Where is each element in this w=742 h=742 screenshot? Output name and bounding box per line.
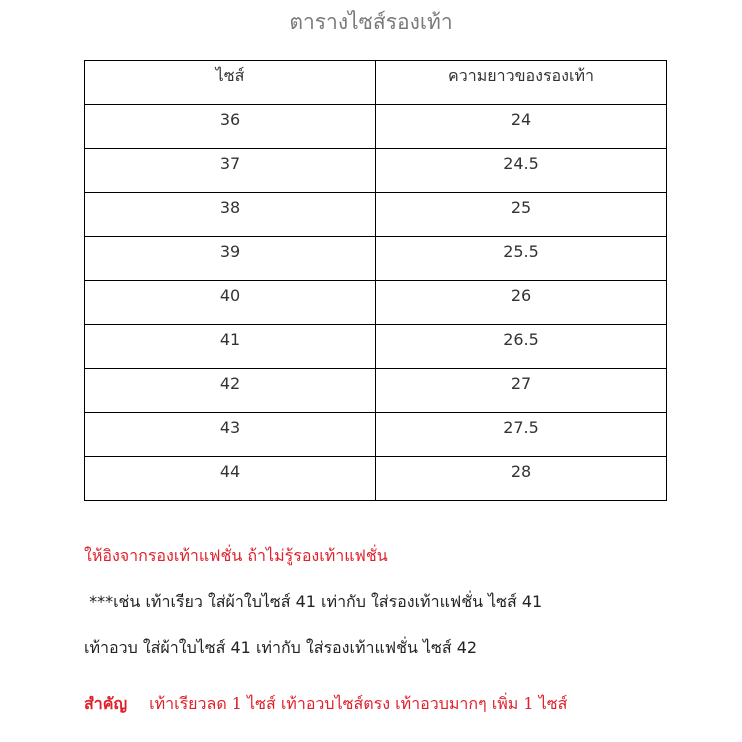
size-cell: 42 xyxy=(85,369,376,413)
size-cell: 37 xyxy=(85,149,376,193)
page-title: ตารางไซส์รองเท้า xyxy=(289,10,453,34)
table-row xyxy=(85,193,667,237)
length-cell: 25.5 xyxy=(376,237,667,281)
size-table xyxy=(84,60,667,501)
table-row xyxy=(85,281,667,325)
note-wide-feet-example: เท้าอวบ ใส่ผ้าใบไซส์ 41 เท่ากับ ใส่รองเท้าแฟชั่น ไซส์ 42 xyxy=(84,638,478,657)
table-row xyxy=(85,237,667,281)
important-note xyxy=(84,692,567,716)
length-cell: 26.5 xyxy=(376,325,667,369)
table-row xyxy=(85,105,667,149)
length-cell: 24.5 xyxy=(376,149,667,193)
header-length: ความยาวของรองเท้า xyxy=(376,61,667,105)
header-size: ไซส์ xyxy=(85,61,376,105)
size-cell: 43 xyxy=(85,413,376,457)
size-cell: 40 xyxy=(85,281,376,325)
important-text: เท้าเรียวลด 1 ไซส์ เท้าอวบไซส์ตรง เท้าอวบมากๆ เพิ่ม 1 ไซส์ xyxy=(149,694,568,713)
size-cell: 36 xyxy=(85,105,376,149)
table-header-row xyxy=(85,61,667,105)
length-cell: 27 xyxy=(376,369,667,413)
size-cell: 44 xyxy=(85,457,376,501)
length-cell: 24 xyxy=(376,105,667,149)
length-cell: 26 xyxy=(376,281,667,325)
length-cell: 25 xyxy=(376,193,667,237)
table-row xyxy=(85,369,667,413)
table-row xyxy=(85,325,667,369)
table-row xyxy=(85,457,667,501)
length-cell: 27.5 xyxy=(376,413,667,457)
length-cell: 28 xyxy=(376,457,667,501)
size-cell: 39 xyxy=(85,237,376,281)
size-cell: 38 xyxy=(85,193,376,237)
important-label: สำคัญ xyxy=(84,694,128,713)
table-row xyxy=(85,149,667,193)
table-row xyxy=(85,413,667,457)
note-slim-feet-example: ***เช่น เท้าเรียว ใส่ผ้าใบไซส์ 41 เท่ากับ ใส่รองเท้าแฟชั่น ไซส์ 41 xyxy=(84,592,543,611)
note-fashion-reference: ให้อิงจากรองเท้าแฟชั่น ถ้าไม่รู้รองเท้าแฟชั่น xyxy=(84,546,388,565)
size-cell: 41 xyxy=(85,325,376,369)
